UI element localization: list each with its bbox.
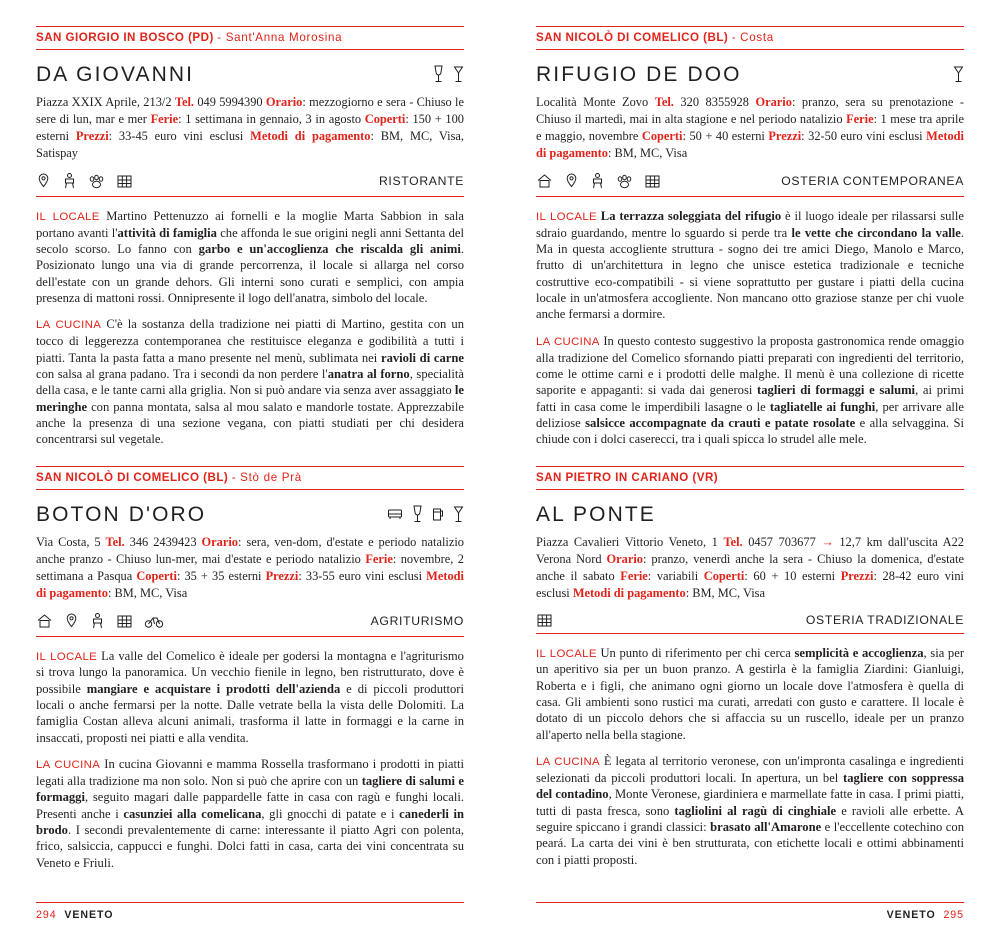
wine-glass-icon xyxy=(412,505,423,523)
bed-icon xyxy=(387,505,403,523)
cocktail-glass-icon xyxy=(453,65,464,83)
frazione-name: - Costa xyxy=(731,31,774,44)
restaurant-info: Via Costa, 5 Tel. 346 2439423 Orario: sera, ven-dom, d'estate e periodo natalizio anche pranzo - Chiuso lun-mer, mai d'estate e periodo natalizio Ferie: novembre, 2 settimana a Pasqua Coperti: 35 + 35 esterni Prezzi: 33-55 euro vini esclusi Metodi di pagamento: BM, MC, Visa xyxy=(36,535,464,600)
service-icons-row xyxy=(36,171,464,197)
paragraph-il-locale xyxy=(36,648,464,747)
locality-header xyxy=(36,26,464,50)
restaurant-name: DA GIOVANNI xyxy=(36,63,195,87)
footer-rule xyxy=(536,902,964,903)
terrace-icon xyxy=(116,172,133,190)
category-label: OSTERIA CONTEMPORANEA xyxy=(781,174,964,189)
town-name: SAN GIORGIO IN BOSCO (PD) xyxy=(36,31,214,44)
town-name: SAN PIETRO IN CARIANO (VR) xyxy=(536,470,719,484)
paw-icon xyxy=(88,172,105,190)
cocktail-glass-icon xyxy=(453,505,464,523)
paragraph-lead: LA CUCINA xyxy=(536,756,600,769)
paragraph-text: La valle del Comelico è ideale per godersi la montagna e l'agriturismo si trova lungo la panoramica. Un vecchio fienile in legno, ben ristrutturato, dove è possibile mangiare e acquistare i prodotti dell'azienda e di piccoli produttori locali o anche fermarsi per la notte. Dalle vetrate bella la vista delle Dolomiti. La famiglia Costan alleva alcuni animali, trasforma il latte in formaggi e la carne in insaccati, proposti nei piatti e alla vendita. xyxy=(36,648,464,745)
paragraph-lead: LA CUCINA xyxy=(536,335,600,348)
town-name: SAN NICOLÒ DI COMELICO (BL) xyxy=(536,31,729,44)
amenity-icons xyxy=(953,65,964,85)
paragraph-la-cucina xyxy=(36,316,464,447)
paragraph-text: C'è la sostanza della tradizione nei piatti di Martino, gestita con un tocco di leggerezza contemporanea che restituisce eleganza e godibilità a tutti i piatti. Tanta la pasta fatta a mano presente nel menù, sublimata nei ravioli di carne con salsa al grana padano. Tra i secondi da non perdere l'anatra al forno, specialità della casa, e le tante carni alla griglia. Non si può andare via senza aver assaggiato le meringhe con panna montata, salsa al mou salato e mandorle tostate. Apprezzabile anche la presenza di una sezione vegana, con piatti studiati per chi desidera concentrarsi sul vegetale. xyxy=(36,317,465,447)
paragraph-text: È legata al territorio veronese, con un'impronta casalinga e ingredienti selezionati da piccoli produttori locali. In apertura, un bel tagliere con soppressa del contadino, Monte Veronese, giardiniera e marmellate fatte in casa. I primi piatti, tutti di pasta fresca, sono tagliolini al ragù di cinghiale e ravioli alle erbette. A seguire spiccano i grandi classici: brasato all'Amarone e l'eccellente cotechino con peará. La carta dei vini è ben strutturata, con etichette locali e ottimi abbinamenti con i piatti proposti. xyxy=(536,754,964,867)
paragraph-il-locale xyxy=(536,208,964,323)
paw-icon xyxy=(616,172,633,190)
bicycle-icon xyxy=(144,612,164,630)
paragraph-lead: IL LOCALE xyxy=(36,210,100,223)
page-number: 295 xyxy=(943,909,964,921)
location-pin-icon xyxy=(36,172,51,190)
paragraph-lead: IL LOCALE xyxy=(536,647,597,660)
locality-header xyxy=(536,466,964,490)
town-name: SAN NICOLÒ DI COMELICO (BL) xyxy=(36,470,229,484)
restaurant-entry xyxy=(36,26,464,448)
locality-header xyxy=(36,466,464,490)
terrace-icon xyxy=(536,611,553,629)
paragraph-text: In questo contesto suggestivo la proposta gastronomica rende omaggio alla tradizione del Comelico sfornando piatti preparati con ingredienti del territorio, come le ottime carni e i prodotti delle malghe. Il menù è una collezione di ricette saporite e appaganti: si vada dai generosi taglieri di formaggi e salumi, ai primi fatti in casa come le imperdibili lasagne o le tagliatelle ai funghi, per arrivare alle deliziose salsicce accompagnate da crauti e patate rosolate e alla selvaggina. Si chiude con i dolci caserecci, tra i quali spicca lo strudel alle mele. xyxy=(536,333,964,447)
paragraph-la-cucina xyxy=(36,756,464,871)
service-icons-row xyxy=(36,611,464,637)
page-footer-left xyxy=(36,909,113,921)
house-icon xyxy=(536,172,553,190)
restaurant-name: BOTON D'ORO xyxy=(36,503,207,527)
location-pin-icon xyxy=(64,612,79,630)
column-left xyxy=(36,26,464,871)
paragraph-lead: IL LOCALE xyxy=(536,210,597,223)
restaurant-info: Piazza Cavalieri Vittorio Veneto, 1 Tel. 0457 703677 → 12,7 km dall'uscita A22 Verona Nord Orario: pranzo, venerdì anche la sera - Chiuso la domenica, d'estate anche il sabato Ferie: variabili Coperti: 60 + 10 esterni Prezzi: 28-42 euro vini esclusi Metodi di pagamento: BM, MC, Visa xyxy=(536,535,965,600)
frazione-name: - Stò de Prà xyxy=(231,470,302,484)
wine-glass-icon xyxy=(433,65,444,83)
beer-mug-icon xyxy=(432,505,444,523)
amenity-icons xyxy=(433,65,464,85)
service-icons xyxy=(36,612,164,630)
restaurant-info: Piazza XXIX Aprile, 213/2 Tel. 049 5994390 Orario: mezzogiorno e sera - Chiuso le sere di lun, mar e mer Ferie: 1 settimana in gennaio, 3 in agosto Coperti: 150 + 100 esterni Prezzi: 33-45 euro vini esclusi Metodi di pagamento: BM, MC, Visa, Satispay xyxy=(36,95,465,160)
restaurant-name-row xyxy=(536,64,964,85)
category-label: OSTERIA TRADIZIONALE xyxy=(805,612,964,627)
house-icon xyxy=(36,612,53,630)
service-icons-row xyxy=(536,171,964,197)
service-icons xyxy=(536,172,661,190)
paragraph-text: Un punto di riferimento per chi cerca semplicità e accoglienza, sia per un aperitivo sia per un buon pranzo. A gestirla è la famiglia Ziardini: Gianluigi, Roberta e i figli, che animano ogni giorno un locale dove l'atmosfera è quella di casa. Gli ambienti sono rustici ma curati, arredati con gusto e carattere. Il locale è dotato di un piccolo dehors che si affaccia su un ruscello, ideale per un pranzo all'aperto nella bella stagione. xyxy=(536,645,965,742)
service-icons xyxy=(36,172,133,190)
paragraph-la-cucina xyxy=(536,333,964,448)
page-number: 294 xyxy=(36,909,57,921)
paragraph-text: In cucina Giovanni e mamma Rossella trasformano i prodotti in piatti legati alla tradizione ma non solo. Non si può che aprire con un tagliere di salumi e formaggi, seguito magari dalle pappardelle fatte in casa con ragù e funghi locali. Presenti anche i casunziei alla comelicana, gli gnocchi di patate e i canederli in brodo. I secondi prevalentemente di carne: interessante il piatto Agri con polenta, frico, salsiccia, cappucci e funghi. Dolci fatti in casa, carta dei vini concentrata su Veneto e Friuli. xyxy=(36,757,465,870)
paragraph-text: La terrazza soleggiata del rifugio è il luogo ideale per rilassarsi sulle sdraio guardando, mentre lo sguardo si perde tra le vette che circondano la valle. Ma in questa accogliente struttura - sogno dei tre amici Diego, Manolo e Marco, frutto di un'architettura in legno che unisce estetica tradizionale e tecniche costruttive eco-compatibili - si viene soprattutto per gustare i piatti della cucina locale in un'atmosfera accogliente. Non mancano otto graziose stanze per chi vuole anche fermarsi a dormire. xyxy=(536,208,964,322)
restaurant-name-row xyxy=(36,64,464,85)
restaurant-entry xyxy=(536,26,964,448)
paragraph-lead: IL LOCALE xyxy=(36,650,98,663)
paragraph-la-cucina xyxy=(536,753,964,868)
region-label: VENETO xyxy=(886,909,936,921)
page-right xyxy=(500,0,1000,941)
category-label: RISTORANTE xyxy=(378,174,464,189)
category-label: AGRITURISMO xyxy=(370,614,464,628)
service-icons-row xyxy=(536,611,964,634)
cocktail-glass-icon xyxy=(953,65,964,83)
region-label: VENETO xyxy=(64,909,114,921)
restaurant-name-row xyxy=(36,504,464,525)
baby-chair-icon xyxy=(62,172,77,190)
locality-header xyxy=(536,26,964,50)
paragraph-text: Martino Pettenuzzo ai fornelli e la moglie Marta Sabbion in sala portano avanti l'attività di famiglia che affonda le sue origini negli anni Settanta del secolo scorso. Lo fanno con garbo e un'accoglienza che riscalda gli animi. Posizionato lungo una via di grande percorrenza, il locale si allarga nel corso dell'estate con un grande dehors. Gli interni sono curati e semplici, con ampia presenza di mattoni rossi. Onnipresente il logo dell'anatra, simbolo del locale. xyxy=(36,208,465,306)
restaurant-entry xyxy=(536,466,964,868)
restaurant-name: AL PONTE xyxy=(536,503,656,527)
amenity-icons xyxy=(387,505,464,525)
service-icons xyxy=(536,611,553,629)
terrace-icon xyxy=(116,612,133,630)
column-right xyxy=(536,26,964,868)
frazione-name: - Sant'Anna Morosina xyxy=(217,31,343,44)
paragraph-lead: LA CUCINA xyxy=(36,759,101,772)
page-footer-right xyxy=(887,909,964,921)
baby-chair-icon xyxy=(90,612,105,630)
location-pin-icon xyxy=(564,172,579,190)
restaurant-name: RIFUGIO DE DOO xyxy=(536,63,742,87)
paragraph-il-locale xyxy=(536,645,964,744)
terrace-icon xyxy=(644,172,661,190)
baby-chair-icon xyxy=(590,172,605,190)
restaurant-info: Località Monte Zovo Tel. 320 8355928 Orario: pranzo, sera su prenotazione - Chiuso il martedì, mai in alta stagione e nel periodo natalizio Ferie: 1 mese tra aprile e maggio, novembre Coperti: 50 + 40 esterni Prezzi: 32-50 euro vini esclusi Metodi di pagamento: BM, MC, Visa xyxy=(536,95,964,160)
footer-rule xyxy=(36,902,464,903)
restaurant-name-row xyxy=(536,504,964,525)
paragraph-il-locale xyxy=(36,208,464,307)
restaurant-entry xyxy=(36,466,464,871)
paragraph-lead: LA CUCINA xyxy=(36,319,102,332)
